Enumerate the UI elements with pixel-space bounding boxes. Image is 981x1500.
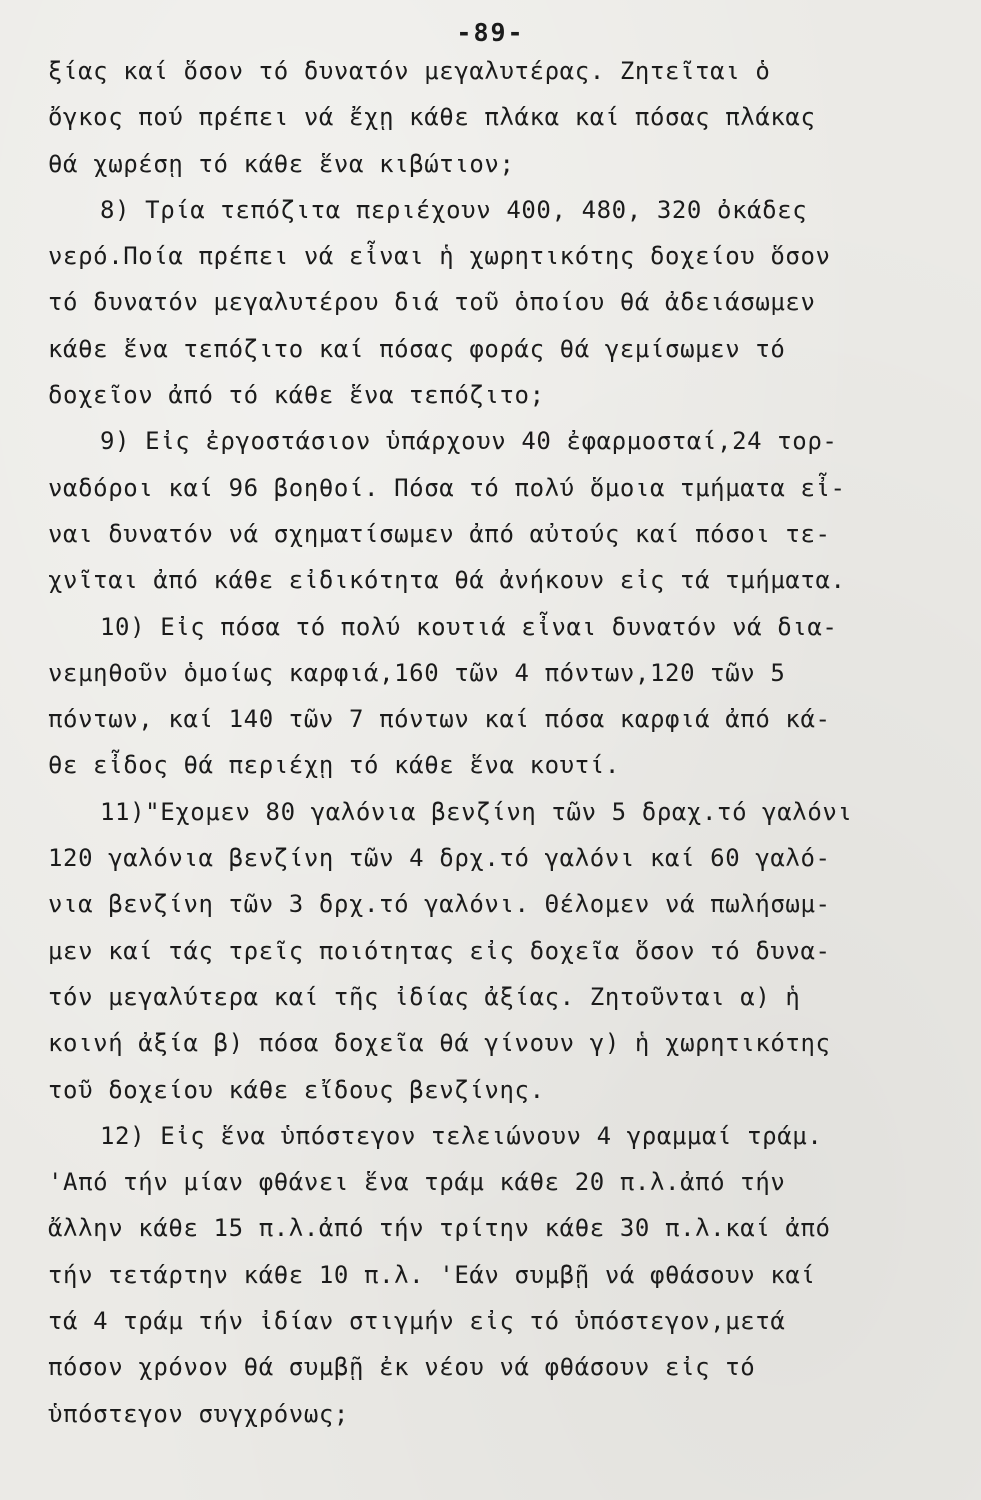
text-body xyxy=(48,48,918,1437)
text-line: τόν μεγαλύτερα καί τῆς ἰδίας ἀξίας. Ζητοῦνται α) ἡ xyxy=(48,982,801,1011)
text-line: νεμηθοῦν ὁμοίως καρφιά,160 τῶν 4 πόντων,120 τῶν 5 xyxy=(48,658,786,687)
text-line: θά χωρέσῃ τό κάθε ἕνα κιβώτιον; xyxy=(48,149,515,178)
text-line: ὄγκος πού πρέπει νά ἔχῃ κάθε πλάκα καί πόσας πλάκας xyxy=(48,103,816,132)
text-line: ναδόροι καί 96 βοηθοί. Πόσα τό πολύ ὅμοια τμήματα εἶ- xyxy=(48,473,846,502)
text-line: τά 4 τράμ τήν ἰδίαν στιγμήν εἰς τό ὑπόστεγον,μετά xyxy=(48,1307,786,1336)
page-number: -89- xyxy=(456,18,525,47)
text-line: νερό.Ποία πρέπει νά εἶναι ἡ χωρητικότης δοχείου ὅσον xyxy=(48,242,831,271)
text-line: ναι δυνατόν νά σχηματίσωμεν ἀπό αὐτούς καί πόσοι τε- xyxy=(48,519,831,548)
text-line: 11)"Εχομεν 80 γαλόνια βενζίνη τῶν 5 δραχ.τό γαλόνι xyxy=(100,797,853,826)
text-line: τό δυνατόν μεγαλυτέρου διά τοῦ ὁποίου θά ἀδειάσωμεν xyxy=(48,288,816,317)
text-line: μεν καί τάς τρεῖς ποιότητας εἰς δοχεῖα ὅσον τό δυνα- xyxy=(48,936,831,965)
text-line: νια βενζίνη τῶν 3 δρχ.τό γαλόνι. Θέλομεν νά πωλήσωμ- xyxy=(48,890,831,919)
text-line: τοῦ δοχείου κάθε εἴδους βενζίνης. xyxy=(48,1075,545,1104)
text-line: κοινή ἀξία β) πόσα δοχεῖα θά γίνουν γ) ἡ χωρητικότης xyxy=(48,1029,831,1058)
text-line: θε εἶδος θά περιέχῃ τό κάθε ἕνα κουτί. xyxy=(48,751,620,780)
text-line: δοχεῖον ἀπό τό κάθε ἕνα τεπόζιτο; xyxy=(48,381,545,410)
text-line: 120 γαλόνια βενζίνη τῶν 4 δρχ.τό γαλόνι καί 60 γαλό- xyxy=(48,844,831,873)
text-line: κάθε ἕνα τεπόζιτο καί πόσας φοράς θά γεμίσωμεν τό xyxy=(48,334,786,363)
text-line: 9) Εἰς ἐργοστάσιον ὑπάρχουν 40 ἐφαρμοσταί,24 τορ- xyxy=(100,427,838,456)
text-line: χνῖται ἀπό κάθε εἰδικότητα θά ἀνήκουν εἰς τά τμήματα. xyxy=(48,566,846,595)
text-line: ὑπόστεγον συγχρόνως; xyxy=(48,1399,349,1428)
text-line: 8) Τρία τεπόζιτα περιέχουν 400, 480, 320 ὀκάδες xyxy=(100,195,808,224)
text-line: τήν τετάρτην κάθε 10 π.λ. 'Εάν συμβῇ νά φθάσουν καί xyxy=(48,1260,816,1289)
text-line: 12) Εἰς ἕνα ὑπόστεγον τελειώνουν 4 γραμμαί τράμ. xyxy=(100,1121,823,1150)
text-line: πόσον χρόνον θά συμβῇ ἐκ νέου νά φθάσουν εἰς τό xyxy=(48,1353,756,1382)
text-line: ξίας καί ὅσον τό δυνατόν μεγαλυτέρας. Ζητεῖται ὁ xyxy=(48,57,771,85)
text-line: ἄλλην κάθε 15 π.λ.ἀπό τήν τρίτην κάθε 30 π.λ.καί ἀπό xyxy=(48,1214,831,1243)
text-line: πόντων, καί 140 τῶν 7 πόντων καί πόσα καρφιά ἀπό κά- xyxy=(48,705,831,734)
text-line: 10) Εἰς πόσα τό πολύ κουτιά εἶναι δυνατόν νά δια- xyxy=(100,612,838,641)
text-line: 'Από τήν μίαν φθάνει ἕνα τράμ κάθε 20 π.λ.ἀπό τήν xyxy=(48,1168,786,1197)
